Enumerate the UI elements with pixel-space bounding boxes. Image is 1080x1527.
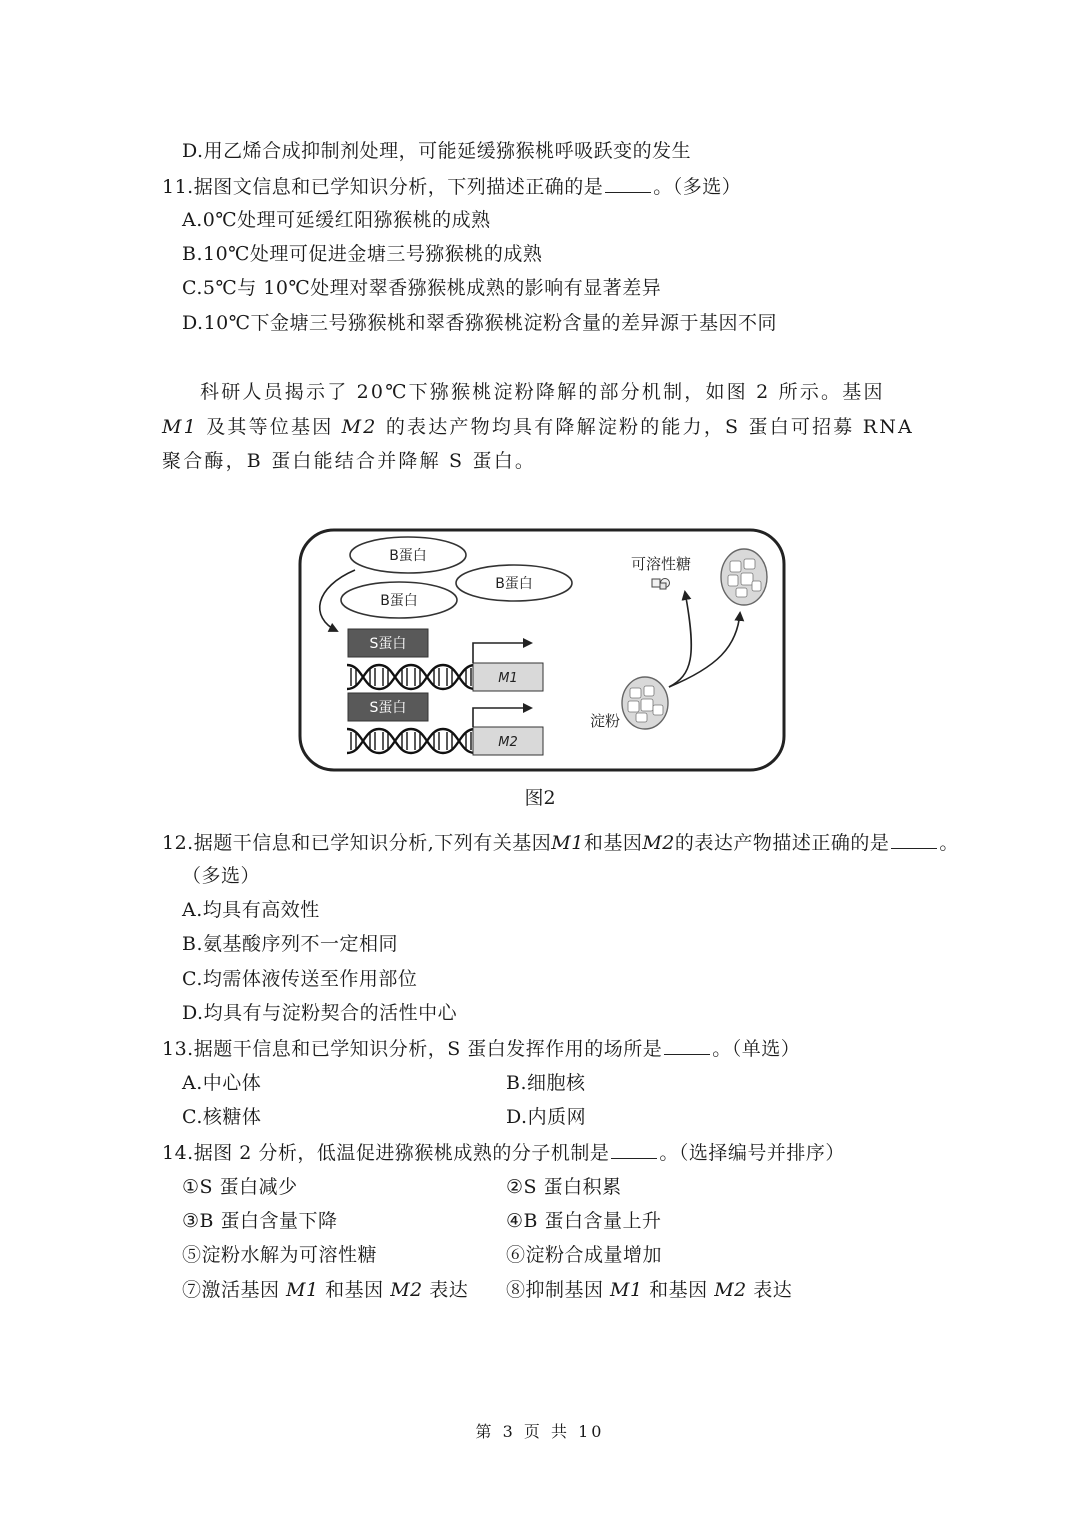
q12-option-b: B.氨基酸序列不一定相同	[182, 933, 399, 955]
q14-option-8	[506, 1278, 792, 1302]
q14-stem	[162, 1140, 845, 1165]
q12-option-a: A.均具有高效性	[182, 899, 320, 921]
q11-option-a: A.0℃处理可延缓红阳猕猴桃的成熟	[182, 209, 491, 231]
q11-option-c: C.5℃与 10℃处理对翠香猕猴桃成熟的影响有显著差异	[182, 277, 662, 299]
s-protein-label: S蛋白	[369, 636, 407, 652]
answer-blank[interactable]	[605, 174, 651, 193]
starch-label: 淀粉	[589, 712, 621, 730]
gene-m1-label: M1	[551, 832, 584, 854]
passage-part: 及其等位基因	[197, 415, 342, 438]
b-protein-label: B蛋白	[380, 593, 418, 609]
gene-m2-label: M2	[390, 1279, 423, 1301]
gene-m2-label: M2	[498, 735, 518, 750]
q13-stem-text: 13.据题干信息和已学知识分析，S 蛋白发挥作用的场所是	[162, 1038, 663, 1060]
q13-option-c: C.核糖体	[182, 1106, 262, 1128]
q14-option-3: ③B 蛋白含量下降	[182, 1210, 338, 1232]
gene-m1-label: M1	[610, 1279, 643, 1301]
q14-stem-text: 14.据图 2 分析，低温促进猕猴桃成熟的分子机制是	[162, 1142, 610, 1164]
q12-note: （多选）	[182, 865, 261, 887]
gene-m2-label: M2	[642, 832, 675, 854]
passage-part: 科研人员揭示了 20℃下猕猴桃淀粉降解的部分机制，如图 2 所示。基因	[200, 381, 885, 403]
q12-stem	[162, 830, 959, 855]
figure-2-diagram	[297, 527, 787, 775]
answer-blank[interactable]	[891, 830, 937, 849]
gene-m2-label: M2	[714, 1279, 747, 1301]
starch-granule-icon	[622, 677, 668, 729]
option-text: 和基因	[318, 1279, 391, 1301]
s-protein-label: S蛋白	[369, 700, 407, 716]
q12-option-d: D.均具有与淀粉契合的活性中心	[182, 1002, 458, 1024]
starch-granule-icon	[721, 549, 767, 605]
b-protein-label: B蛋白	[495, 576, 533, 592]
q13-option-a: A.中心体	[182, 1072, 262, 1094]
q11-stem-note: 。（多选）	[653, 176, 742, 198]
q14-option-4: ④B 蛋白含量上升	[506, 1210, 662, 1232]
q13-stem	[162, 1036, 800, 1061]
q13-option-b: B.细胞核	[506, 1072, 586, 1094]
q12-stem-text: 12.据题干信息和已学知识分析,下列有关基因	[162, 832, 552, 854]
q10-option-d: D.用乙烯合成抑制剂处理，可能延缓猕猴桃呼吸跃变的发生	[182, 140, 692, 162]
q12-stem-text: 和基因	[583, 832, 643, 854]
q13-option-d: D.内质网	[506, 1106, 587, 1128]
option-text: 和基因	[642, 1279, 715, 1301]
q14-stem-note: 。（选择编号并排序）	[659, 1142, 845, 1164]
gene-m1-label: M1	[498, 671, 518, 686]
option-text: 表达	[746, 1279, 793, 1301]
q11-option-d: D.10℃下金塘三号猕猴桃和翠香猕猴桃淀粉含量的差异源于基因不同	[182, 312, 778, 334]
q12-stem-text: 。	[939, 832, 959, 854]
option-text: ⑧抑制基因	[506, 1279, 611, 1301]
soluble-sugar-label: 可溶性糖	[630, 555, 692, 573]
page-footer: 第 3 页 共 10	[475, 1422, 605, 1441]
b-protein-label: B蛋白	[389, 548, 427, 564]
passage-part: 的表达产物均具有降解淀粉的能力，S 蛋白可招募 RNA 聚合酶，B 蛋白能结合并降解 S 蛋白。	[162, 415, 914, 472]
gene-m1-label: M1	[286, 1279, 319, 1301]
option-text: ⑦激活基因	[182, 1279, 287, 1301]
passage-text	[162, 375, 922, 479]
gene-m1-label: M1	[162, 415, 198, 438]
figure-caption: 图2	[524, 787, 556, 809]
option-text: 表达	[422, 1279, 469, 1301]
q14-option-6: ⑥淀粉合成量增加	[506, 1244, 663, 1266]
gene-m2-label: M2	[341, 415, 378, 438]
q14-option-2: ②S 蛋白积累	[506, 1176, 622, 1198]
answer-blank[interactable]	[664, 1036, 710, 1055]
q11-option-b: B.10℃处理可促进金塘三号猕猴桃的成熟	[182, 243, 543, 265]
q14-option-1: ①S 蛋白减少	[182, 1176, 298, 1198]
answer-blank[interactable]	[611, 1140, 657, 1159]
q11-stem-text: 11.据图文信息和已学知识分析，下列描述正确的是	[162, 176, 604, 198]
q14-option-7	[182, 1278, 468, 1302]
q11-stem	[162, 174, 741, 199]
q12-stem-text: 的表达产物描述正确的是	[674, 832, 890, 854]
q14-option-5: ⑤淀粉水解为可溶性糖	[182, 1244, 378, 1266]
q13-stem-note: 。（单选）	[712, 1038, 801, 1060]
q12-option-c: C.均需体液传送至作用部位	[182, 968, 418, 990]
